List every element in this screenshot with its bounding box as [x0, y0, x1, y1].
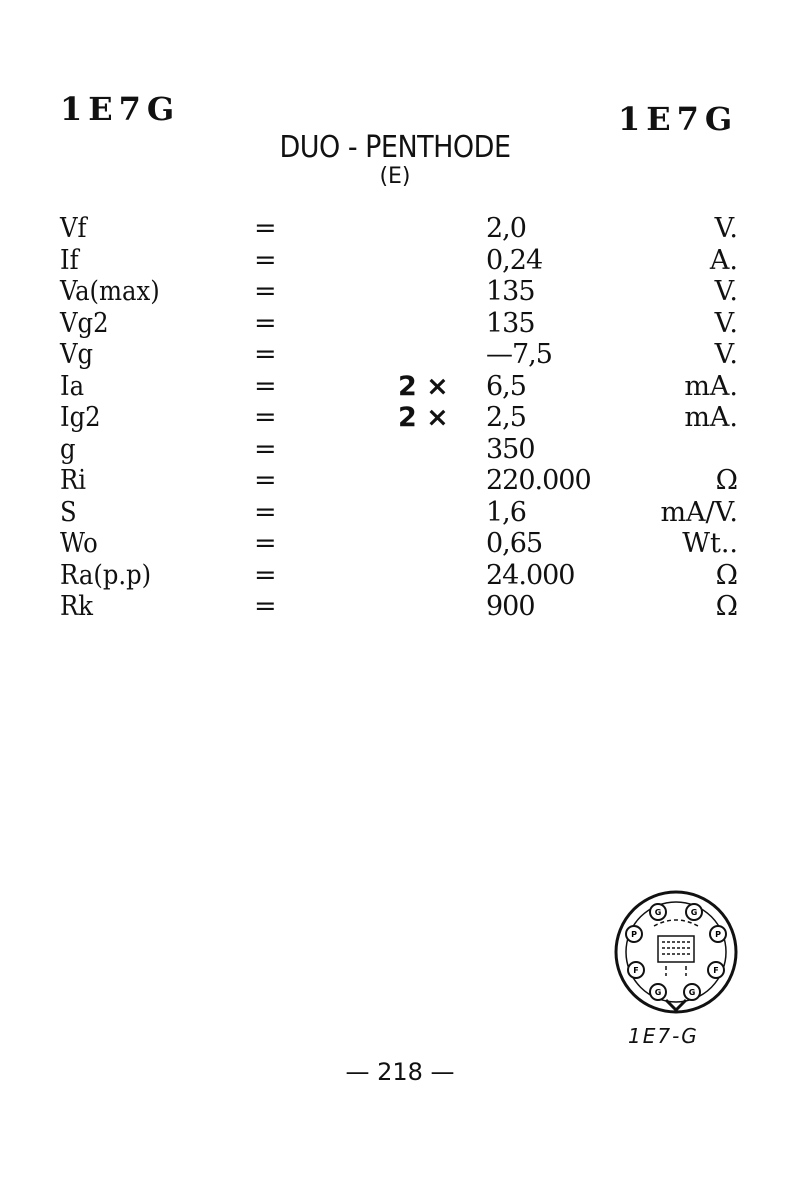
socket-code-label: 1E7-G	[628, 1024, 699, 1048]
pin-6	[708, 962, 724, 978]
spec-unit: mA.	[684, 370, 738, 402]
spec-equals: =	[254, 496, 277, 528]
spec-value: 350	[486, 433, 535, 465]
spec-value: 900	[486, 591, 535, 622]
spec-multiplier: 2 ×	[398, 402, 449, 433]
pin-7	[650, 984, 666, 1000]
spec-equals: =	[254, 433, 277, 465]
spec-unit: Wt..	[682, 528, 738, 559]
svg-text:G: G	[688, 988, 696, 997]
spec-equals: =	[254, 213, 277, 244]
pin-3	[626, 926, 642, 942]
socket-inner-ring	[626, 902, 726, 1002]
tube-socket-diagram	[606, 886, 756, 1016]
spec-row	[0, 213, 800, 245]
spec-param: Ia	[60, 370, 85, 402]
socket-electrodes	[654, 920, 698, 976]
spec-value: 2,0	[486, 213, 526, 244]
spec-equals: =	[254, 244, 277, 276]
spec-unit: mA.	[684, 402, 738, 433]
spec-unit: Ω	[715, 591, 738, 622]
svg-text:F: F	[713, 966, 719, 975]
spec-equals: =	[254, 559, 277, 591]
spec-row	[0, 465, 800, 497]
spec-unit: V.	[714, 339, 738, 370]
spec-param: S	[60, 496, 77, 528]
tube-type-right: 1E7G	[618, 100, 739, 138]
spec-equals: =	[254, 370, 277, 402]
spec-param: Wo	[60, 528, 98, 559]
spec-equals: =	[254, 402, 277, 433]
socket-pins	[626, 904, 726, 1000]
spec-row	[0, 497, 800, 529]
spec-row	[0, 371, 800, 403]
spec-unit: Ω	[715, 559, 738, 591]
pin-1	[650, 904, 666, 920]
socket-outer-ring	[616, 892, 736, 1012]
spec-row	[0, 591, 800, 623]
spec-equals: =	[254, 307, 277, 339]
spec-row	[0, 434, 800, 466]
page-title: DUO - PENTHODE	[279, 130, 511, 165]
spec-param: Ri	[60, 465, 87, 496]
spec-value: 24.000	[486, 559, 575, 591]
spec-unit: A.	[709, 244, 738, 276]
pin-8	[684, 984, 700, 1000]
tube-type-left: 1E7G	[60, 90, 181, 128]
pin-4	[710, 926, 726, 942]
pin-5	[628, 962, 644, 978]
spec-row	[0, 276, 800, 308]
spec-equals: =	[254, 528, 277, 559]
spec-equals: =	[254, 339, 277, 370]
spec-row	[0, 245, 800, 277]
spec-row	[0, 528, 800, 560]
spec-table	[0, 213, 800, 623]
spec-value: 135	[486, 276, 535, 307]
spec-param: If	[60, 244, 79, 276]
spec-value: 135	[486, 307, 535, 339]
svg-text:P: P	[715, 930, 721, 939]
spec-param: Ig2	[60, 402, 101, 433]
spec-equals: =	[254, 465, 277, 496]
spec-row	[0, 339, 800, 371]
spec-value: 0,65	[486, 528, 543, 559]
svg-text:F: F	[633, 966, 639, 975]
spec-unit: V.	[714, 213, 738, 244]
spec-unit: mA/V.	[660, 496, 738, 528]
spec-param: Va(max)	[60, 276, 160, 307]
spec-unit: Ω	[715, 465, 738, 496]
spec-equals: =	[254, 591, 277, 622]
spec-param: g	[60, 433, 76, 465]
svg-text:G: G	[654, 908, 662, 917]
spec-value: 0,24	[486, 244, 543, 276]
spec-unit: V.	[714, 307, 738, 339]
spec-param: Ra(p.p)	[60, 559, 152, 591]
spec-value: 6,5	[486, 370, 526, 402]
spec-value: 1,6	[486, 496, 526, 528]
spec-unit: V.	[714, 276, 738, 307]
spec-row	[0, 560, 800, 592]
spec-param: Rk	[60, 591, 93, 622]
spec-value: 220.000	[486, 465, 591, 496]
spec-row	[0, 308, 800, 340]
page-subtitle: (E)	[379, 164, 411, 189]
pin-2	[686, 904, 702, 920]
spec-param: Vf	[60, 213, 87, 244]
svg-text:G: G	[654, 988, 662, 997]
spec-value: —7,5	[486, 339, 552, 370]
spec-row	[0, 402, 800, 434]
spec-value: 2,5	[486, 402, 526, 433]
svg-text:G: G	[690, 908, 698, 917]
spec-param: Vg2	[60, 307, 109, 339]
svg-text:P: P	[631, 930, 637, 939]
spec-equals: =	[254, 276, 277, 307]
spec-multiplier: 2 ×	[398, 370, 449, 402]
page-number: — 218 —	[345, 1058, 455, 1086]
spec-param: Vg	[60, 339, 94, 370]
